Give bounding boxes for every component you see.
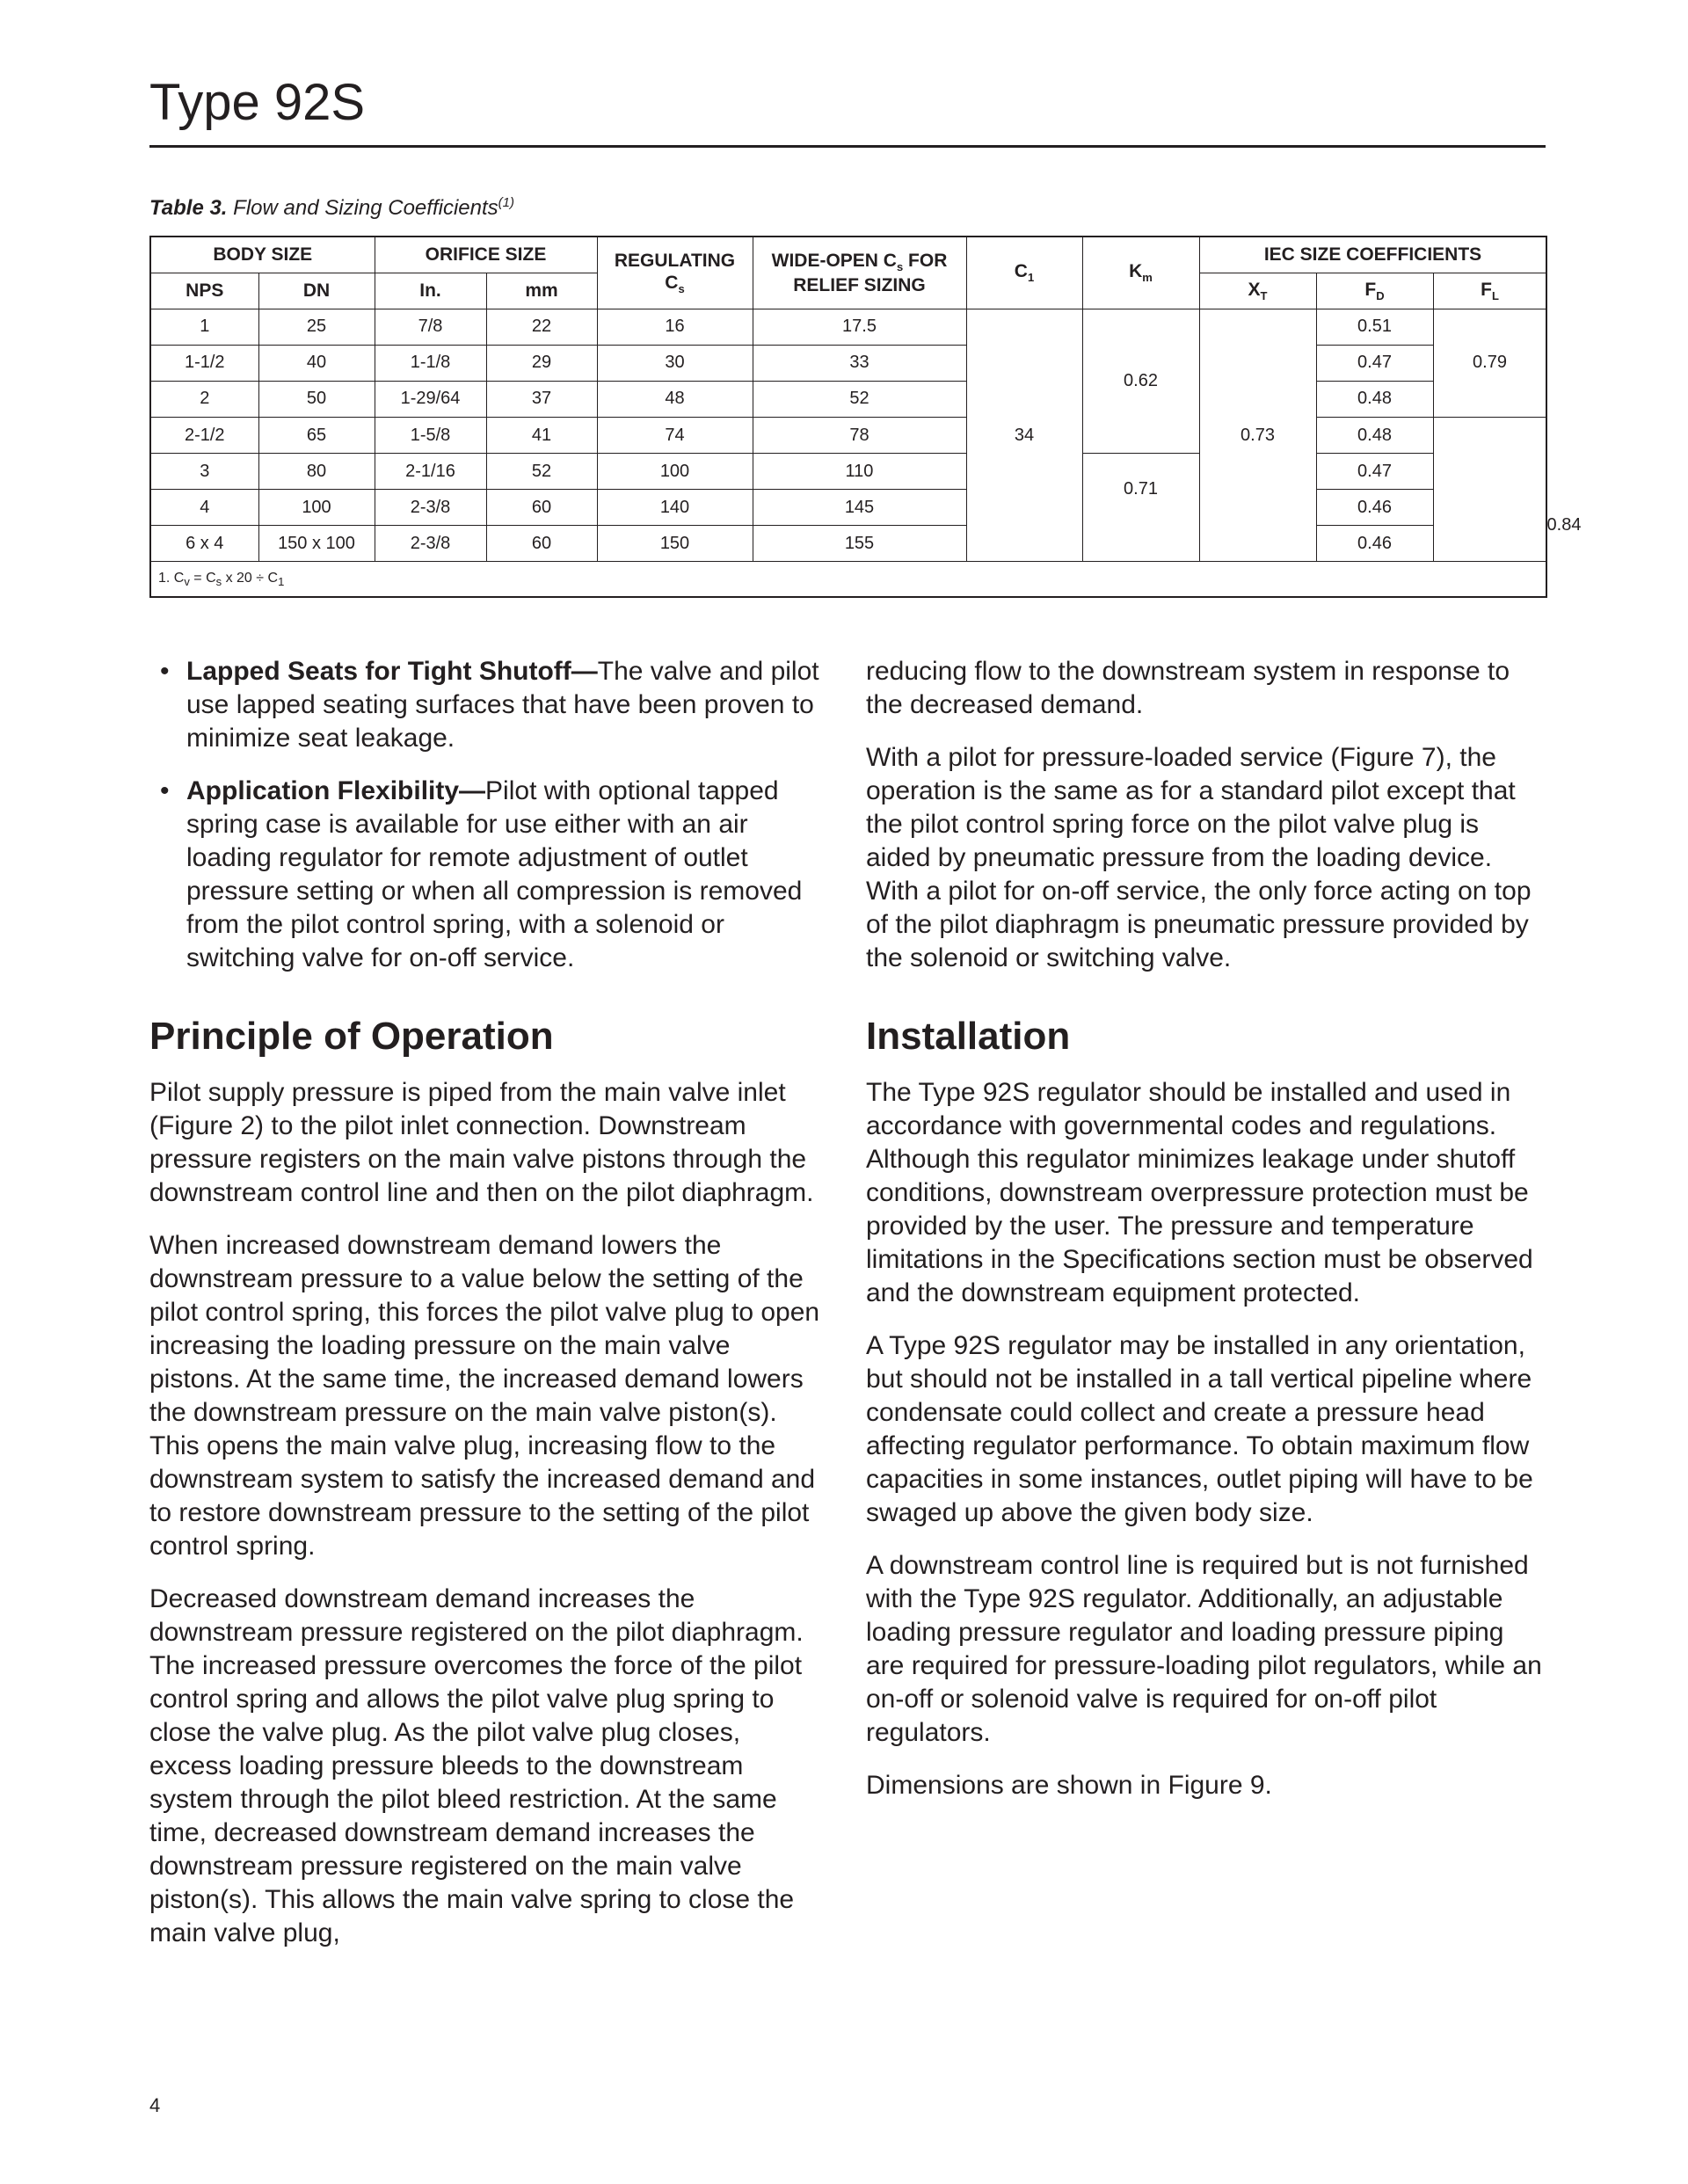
feature-item-application-flexibility — [149, 775, 826, 975]
paragraph: Dimensions are shown in Figure 9. — [866, 1770, 1272, 1800]
cell-in: 1-1/8 — [375, 345, 486, 381]
header-iec-coefficients: IEC SIZE COEFFICIENTS — [1199, 237, 1546, 273]
cell-km-empty — [1082, 526, 1199, 562]
cell-fd: 0.48 — [1316, 417, 1433, 453]
cell-dn: 150 x 100 — [258, 526, 375, 562]
cell-dn: 80 — [258, 454, 375, 490]
table-row — [150, 417, 1546, 453]
cell-xt: 0.73 — [1199, 309, 1316, 562]
header-fl-sub: L — [1491, 288, 1499, 302]
title-rule — [149, 145, 1546, 148]
header-km — [1082, 237, 1199, 309]
table-row — [150, 454, 1546, 490]
table-row — [150, 345, 1546, 381]
header-wide-open-cs — [753, 237, 966, 309]
cell-nps: 6 x 4 — [150, 526, 258, 562]
cell-in: 2-3/8 — [375, 526, 486, 562]
cell-in: 1-29/64 — [375, 381, 486, 417]
cell-regulating: 74 — [597, 417, 753, 453]
cell-wide-open: 17.5 — [753, 309, 966, 345]
header-c1-sub: 1 — [1027, 271, 1035, 285]
flow-coefficients-table — [149, 236, 1582, 598]
cell-fd: 0.46 — [1316, 526, 1433, 562]
header-mm: mm — [486, 273, 597, 309]
page-number: 4 — [149, 2094, 161, 2116]
cell-regulating: 140 — [597, 490, 753, 526]
cell-in: 7/8 — [375, 309, 486, 345]
header-dn: DN — [258, 273, 375, 309]
header-regulating-cs — [597, 237, 753, 309]
table-row — [150, 309, 1546, 345]
header-wide-open-c: RELIEF SIZING — [793, 274, 926, 295]
footnote-part-a: 1. C — [158, 570, 185, 586]
footnote-sub-v: v — [184, 574, 190, 588]
cell-fd: 0.47 — [1316, 345, 1433, 381]
feature-text: The valve and pilot use lapped seating surfaces that have been proven to minimize seat leakage. — [186, 657, 819, 753]
header-c1-symbol: C — [1014, 261, 1028, 282]
header-in: In. — [375, 273, 486, 309]
header-xt-symbol: X — [1248, 279, 1261, 300]
cell-regulating: 30 — [597, 345, 753, 381]
cell-nps: 4 — [150, 490, 258, 526]
cell-wide-open: 110 — [753, 454, 966, 490]
paragraph: reducing flow to the downstream system in response to the decreased demand. — [866, 657, 1510, 719]
header-fd-symbol: F — [1364, 279, 1377, 300]
feature-title: Lapped Seats for Tight Shutoff— — [186, 657, 598, 686]
cell-regulating: 48 — [597, 381, 753, 417]
table-row — [150, 526, 1546, 562]
cell-regulating: 100 — [597, 454, 753, 490]
header-km-symbol: K — [1129, 261, 1143, 282]
header-wide-open-sub: s — [896, 260, 904, 274]
cell-nps: 1 — [150, 309, 258, 345]
header-regulating-label: REGULATING — [614, 250, 736, 271]
header-cs-sub: s — [678, 282, 685, 296]
feature-item-lapped-seats — [149, 655, 826, 755]
paragraph: The Type 92S regulator should be installed and used in accordance with governmental codes and regulations. Although this regulator minimizes leakage under shutoff conditions, downstream overpressure protection must be provided by the user. The pressure and temperature limitations in the Specifications section must be observed and the downstream equipment protected. — [866, 1077, 1533, 1307]
cell-dn: 40 — [258, 345, 375, 381]
paragraph: When increased downstream demand lowers the downstream pressure to a value below the setting of the pilot control spring, this forces the pilot valve plug to open increasing the loading pressure on the main valve pistons. At the same time, the increased demand lowers the downstream pressure on the main valve piston(s). This opens the main valve plug, increasing flow to the downstream system to satisfy the increased demand and to restore downstream pressure to the setting of the pilot control spring. — [149, 1230, 820, 1561]
cell-regulating: 16 — [597, 309, 753, 345]
cell-wide-open: 145 — [753, 490, 966, 526]
header-xt — [1199, 273, 1316, 309]
header-fd-sub: D — [1376, 288, 1385, 302]
cell-dn: 25 — [258, 309, 375, 345]
cell-fd: 0.51 — [1316, 309, 1433, 345]
cell-wide-open: 155 — [753, 526, 966, 562]
cell-mm: 37 — [486, 381, 597, 417]
footnote-sub-1: 1 — [278, 574, 285, 588]
header-nps: NPS — [150, 273, 258, 309]
paragraph: Decreased downstream demand increases the downstream pressure registered on the pilot diaphragm. The increased pressure overcomes the force of the pilot control spring and allows the pilot valve plug spring to close the valve plug. As the pilot valve plug closes, excess loading pressure bleeds to the downstream system through the pilot bleed restriction. At the same time, decreased downstream demand increases the downstream pressure registered on the main valve piston(s). This allows the main valve spring to close the main valve plug, — [149, 1583, 804, 1947]
cell-in: 2-1/16 — [375, 454, 486, 490]
table-row: 4 100 2-3/8 60 140 145 0.46 0.84 — [150, 490, 1546, 526]
header-c1 — [966, 237, 1082, 309]
cell-mm: 41 — [486, 417, 597, 453]
header-cs-symbol: C — [665, 273, 679, 294]
paragraph: With a pilot for pressure-loaded service (Figure 7), the operation is the same as for a standard pilot except that the pilot control spring force on the pilot valve plug is aided by pneumatic pressure from the loading device. With a pilot for on-off service, the only force acting on top of the pilot diaphragm is pneumatic pressure provided by the solenoid or switching valve. — [866, 743, 1532, 972]
cell-fl-a: 0.79 — [1433, 309, 1546, 417]
header-body-size: BODY SIZE — [150, 237, 375, 273]
left-column — [149, 655, 826, 1969]
cell-wide-open: 33 — [753, 345, 966, 381]
cell-km-b: 0.71 — [1082, 454, 1199, 526]
section-title-principle: Principle of Operation — [149, 1015, 554, 1058]
cell-nps: 2 — [150, 381, 258, 417]
table-caption-label: Table 3. — [149, 196, 228, 220]
cell-mm: 60 — [486, 490, 597, 526]
header-wide-open-a: WIDE-OPEN C — [771, 250, 897, 271]
header-fl — [1433, 273, 1546, 309]
cell-dn: 65 — [258, 417, 375, 453]
section-title-installation: Installation — [866, 1015, 1071, 1058]
header-km-sub: m — [1142, 271, 1153, 285]
feature-title: Application Flexibility— — [186, 776, 486, 805]
cell-wide-open: 78 — [753, 417, 966, 453]
feature-text: Pilot with optional tapped spring case is available for use either with an air loading regulator for remote adjustment of outlet pressure setting or when all compression is removed from the pilot control spring, with a solenoid or switching valve for on-off service. — [186, 776, 803, 972]
cell-nps: 1-1/2 — [150, 345, 258, 381]
footnote-part-c: x 20 ÷ C — [222, 570, 279, 586]
table-caption-note-ref: (1) — [498, 195, 514, 210]
cell-fl-empty — [1433, 417, 1546, 561]
table-row — [150, 381, 1546, 417]
cell-mm: 22 — [486, 309, 597, 345]
cell-nps: 3 — [150, 454, 258, 490]
cell-fd: 0.46 — [1316, 490, 1433, 526]
paragraph: A downstream control line is required but is not furnished with the Type 92S regulator. Additionally, an adjustable loading pressure regulator and loading pressure piping are required for pressure-loading pilot regulators, while an on-off or solenoid valve is required for on-off pilot regulators. — [866, 1550, 1542, 1747]
cell-in: 1-5/8 — [375, 417, 486, 453]
cell-regulating: 150 — [597, 526, 753, 562]
paragraph: A Type 92S regulator may be installed in any orientation, but should not be installed in a tall vertical pipeline where condensate could collect and create a pressure head affecting regulator performance. To obtain maximum flow capacities in some instances, outlet piping will have to be swaged up above the given body size. — [866, 1330, 1533, 1527]
cell-mm: 52 — [486, 454, 597, 490]
footnote-sub-s: s — [215, 574, 222, 588]
feature-list — [149, 655, 826, 975]
cell-mm: 60 — [486, 526, 597, 562]
header-orifice-size: ORIFICE SIZE — [375, 237, 597, 273]
header-fl-symbol: F — [1481, 279, 1492, 300]
cell-dn: 50 — [258, 381, 375, 417]
table-caption — [149, 195, 514, 221]
table-footnote — [150, 562, 1546, 597]
cell-nps: 2-1/2 — [150, 417, 258, 453]
right-column — [866, 655, 1547, 1822]
cell-fd: 0.47 — [1316, 454, 1433, 490]
cell-mm: 29 — [486, 345, 597, 381]
table-caption-text: Flow and Sizing Coefficients — [233, 196, 498, 220]
cell-wide-open: 52 — [753, 381, 966, 417]
footnote-part-b: = C — [189, 570, 216, 586]
cell-fd: 0.48 — [1316, 381, 1433, 417]
paragraph: Pilot supply pressure is piped from the main valve inlet (Figure 2) to the pilot inlet connection. Downstream pressure registers on the main valve pistons through the downstream control line and then on the pilot diaphragm. — [149, 1077, 814, 1207]
cell-dn: 100 — [258, 490, 375, 526]
page-title: Type 92S — [149, 74, 366, 131]
cell-km-a: 0.62 — [1082, 309, 1199, 453]
cell-c1: 34 — [966, 309, 1082, 562]
header-fd — [1316, 273, 1433, 309]
header-xt-sub: T — [1260, 288, 1268, 302]
cell-in: 2-3/8 — [375, 490, 486, 526]
header-wide-open-b: FOR — [903, 250, 948, 271]
